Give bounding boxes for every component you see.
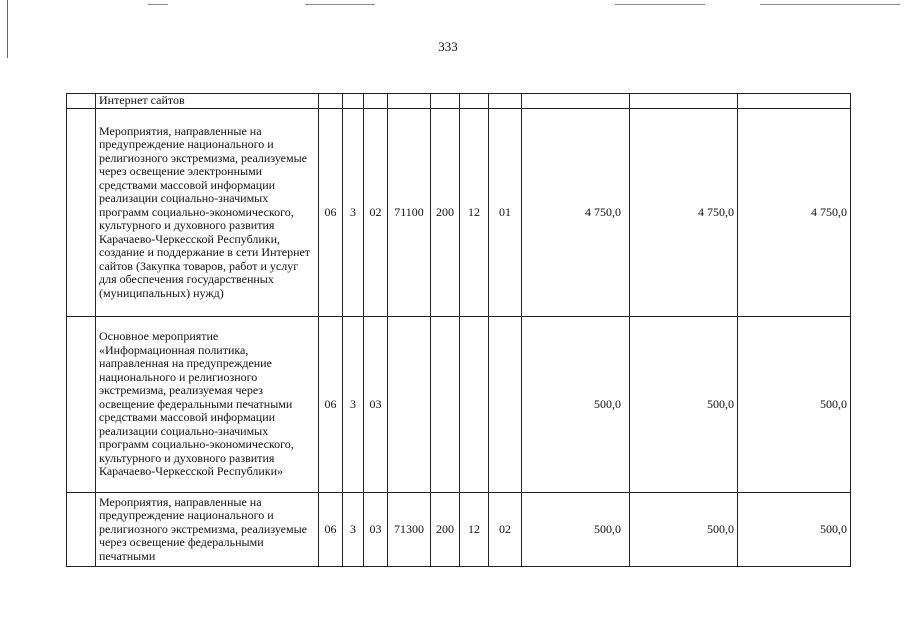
table-cell-index [67, 317, 96, 493]
table-cell-code: 200 [431, 493, 460, 567]
table-cell-code [319, 94, 343, 109]
table-cell-code: 03 [364, 317, 388, 493]
page-number: 333 [438, 39, 458, 54]
table-cell-amount: 500,0 [522, 317, 630, 493]
table-cell-amount: 4 750,0 [522, 109, 630, 317]
table-cell-amount: 500,0 [522, 493, 630, 567]
table-cell-name: Основное мероприятие «Информационная политика, направленная на предупреждение национального и религиозного экстремизма, реализуемая через освещение федеральными печатными средствами массовой информации реализации социально-значимых программ социально-экономического, культурного и духовного развития Карачаево-Черкесской Республики» [96, 317, 319, 493]
table-row [67, 317, 851, 493]
table-cell-code: 71300 [388, 493, 431, 567]
scan-top-line [305, 4, 375, 5]
table-cell-code: 06 [319, 493, 343, 567]
table-cell-code: 01 [489, 109, 522, 317]
table-cell-amount: 500,0 [738, 317, 851, 493]
table-cell-code [431, 94, 460, 109]
table-cell-code [431, 317, 460, 493]
table-cell-code: 200 [431, 109, 460, 317]
scan-top-line [615, 4, 705, 5]
table-cell-amount: 500,0 [630, 493, 738, 567]
table-cell-amount [522, 94, 630, 109]
table-cell-code [460, 317, 489, 493]
table-cell-code [364, 94, 388, 109]
table-cell-index [67, 94, 96, 109]
table-cell-code: 06 [319, 109, 343, 317]
table-cell-code: 02 [364, 109, 388, 317]
table-cell-code: 71100 [388, 109, 431, 317]
table-cell-amount [738, 94, 851, 109]
table-cell-amount: 4 750,0 [630, 109, 738, 317]
table-cell-code: 3 [343, 317, 364, 493]
table-cell-amount: 500,0 [738, 493, 851, 567]
table-cell-amount: 4 750,0 [738, 109, 851, 317]
table-cell-code [388, 94, 431, 109]
table-cell-code: 3 [343, 493, 364, 567]
table-cell-index [67, 109, 96, 317]
scan-edge-line [7, 0, 8, 58]
table-cell-code: 03 [364, 493, 388, 567]
scan-top-line [760, 4, 900, 5]
table-cell-code: 06 [319, 317, 343, 493]
table-row [67, 94, 851, 109]
table-cell-code [489, 94, 522, 109]
table-cell-code [343, 94, 364, 109]
table-cell-name: Интернет сайтов [96, 94, 319, 109]
table-cell-amount: 500,0 [630, 317, 738, 493]
table-cell-code [460, 94, 489, 109]
table-cell-code: 3 [343, 109, 364, 317]
table-cell-amount [630, 94, 738, 109]
table-cell-code [388, 317, 431, 493]
table-row [67, 493, 851, 567]
table-cell-code: 12 [460, 493, 489, 567]
table-cell-name: Мероприятия, направленные на предупреждение национального и религиозного экстремизма, реализуемые через освещение электронными средствами массовой информации реализации социально-значимых программ социально-экономического, культурного и духовного развития Карачаево-Черкесской Республики, создание и поддержание в сети Интернет сайтов (Закупка товаров, работ и услуг для обеспечения государственных (муниципальных) нужд) [96, 109, 319, 317]
table-cell-code: 02 [489, 493, 522, 567]
budget-table [66, 93, 851, 567]
table-cell-code [489, 317, 522, 493]
scan-top-line [148, 4, 168, 5]
table-row [67, 109, 851, 317]
table-cell-name: Мероприятия, направленные на предупреждение национального и религиозного экстремизма, реализуемые через освещение федеральными печатными [96, 493, 319, 567]
table-cell-index [67, 493, 96, 567]
table-cell-code: 12 [460, 109, 489, 317]
